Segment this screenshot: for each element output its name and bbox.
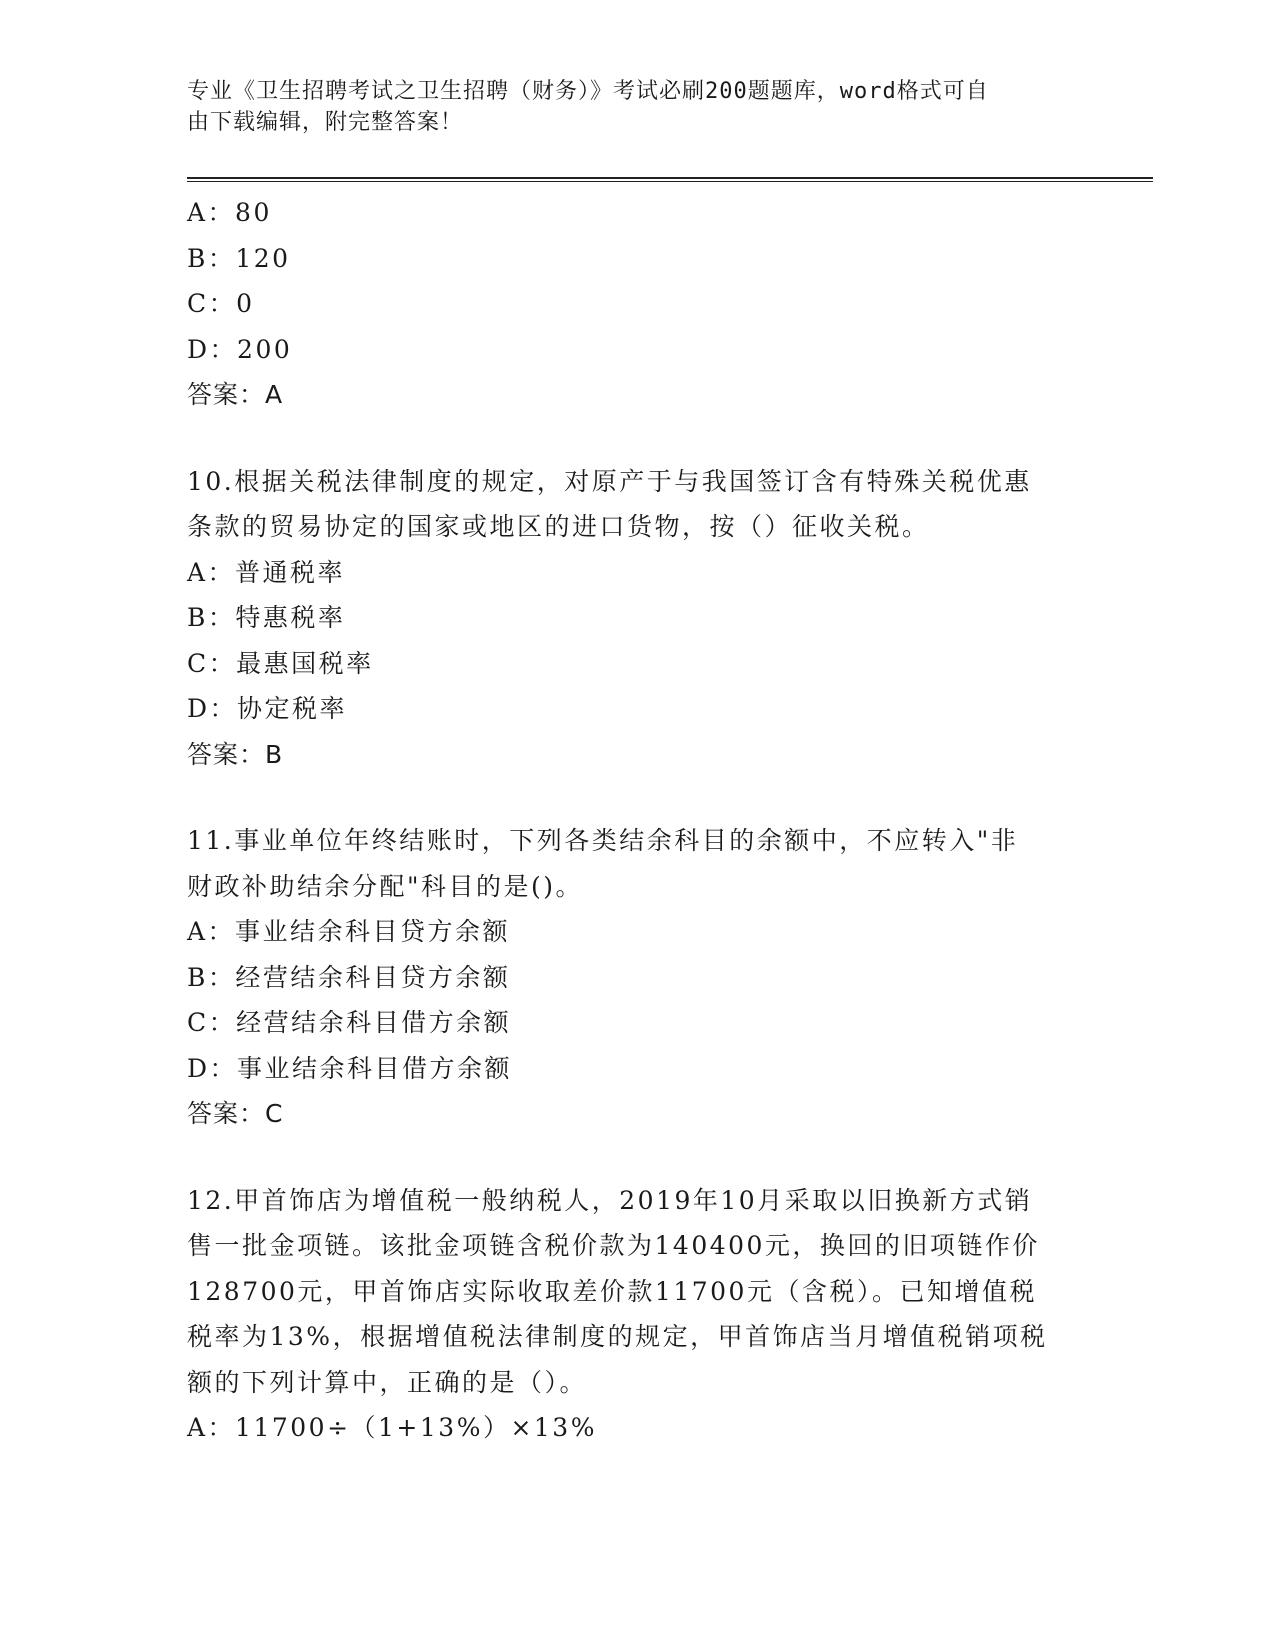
option-c: C：经营结余科目借方余额 (187, 1008, 512, 1037)
option-a: A：80 (187, 198, 272, 227)
answer: 答案：C (187, 1099, 284, 1128)
header-line-1: 专业《卫生招聘考试之卫生招聘（财务）》考试必刷200题题库，word格式可自 (187, 79, 989, 104)
question-stem-line: 128700元，甲首饰店实际收取差价款11700元（含税）。已知增值税 (187, 1276, 1037, 1306)
answer: 答案：A (187, 380, 284, 409)
option-b: B：120 (187, 243, 291, 273)
option-a: A：普通税率 (187, 557, 346, 587)
question-list (187, 190, 1087, 1451)
option-c: C：0 (187, 289, 255, 318)
question-9 (187, 190, 1087, 418)
question-stem-line: 10.根据关税法律制度的规定，对原产于与我国签订含有特殊关税优惠 (187, 466, 1032, 496)
header-line-2: 由下载编辑，附完整答案！ (187, 110, 464, 135)
question-stem-line: 税率为13%，根据增值税法律制度的规定，甲首饰店当月增值税销项税 (187, 1322, 1048, 1351)
option-c: C：最惠国税率 (187, 648, 374, 678)
question-stem-line: 11.事业单位年终结账时，下列各类结余科目的余额中，不应转入"非 (187, 826, 1019, 855)
question-stem-line: 财政补助结余分配"科目的是()。 (187, 871, 584, 901)
document-header (187, 76, 1067, 138)
option-d: D：协定税率 (187, 694, 348, 723)
option-d: D：事业结余科目借方余额 (187, 1053, 513, 1083)
option-b: B：特惠税率 (187, 603, 346, 632)
question-stem-line: 12.甲首饰店为增值税一般纳税人，2019年10月采取以旧换新方式销 (187, 1185, 1033, 1215)
option-a: A：事业结余科目贷方余额 (187, 917, 511, 946)
option-d: D：200 (187, 334, 293, 364)
header-divider-thin (187, 181, 1153, 182)
question-12 (187, 1178, 1087, 1451)
option-b: B：经营结余科目贷方余额 (187, 962, 511, 992)
header-divider-thick (187, 177, 1153, 179)
question-11 (187, 818, 1087, 1137)
answer: 答案：B (187, 739, 284, 769)
question-stem-line: 条款的贸易协定的国家或地区的进口货物，按（）征收关税。 (187, 512, 930, 541)
question-stem-line: 售一批金项链。该批金项链含税价款为140400元，换回的旧项链作价 (187, 1231, 1040, 1260)
question-stem-line: 额的下列计算中，正确的是（）。 (187, 1367, 588, 1397)
option-a: A：11700÷（1+13%）×13% (187, 1413, 597, 1442)
question-10 (187, 459, 1087, 778)
